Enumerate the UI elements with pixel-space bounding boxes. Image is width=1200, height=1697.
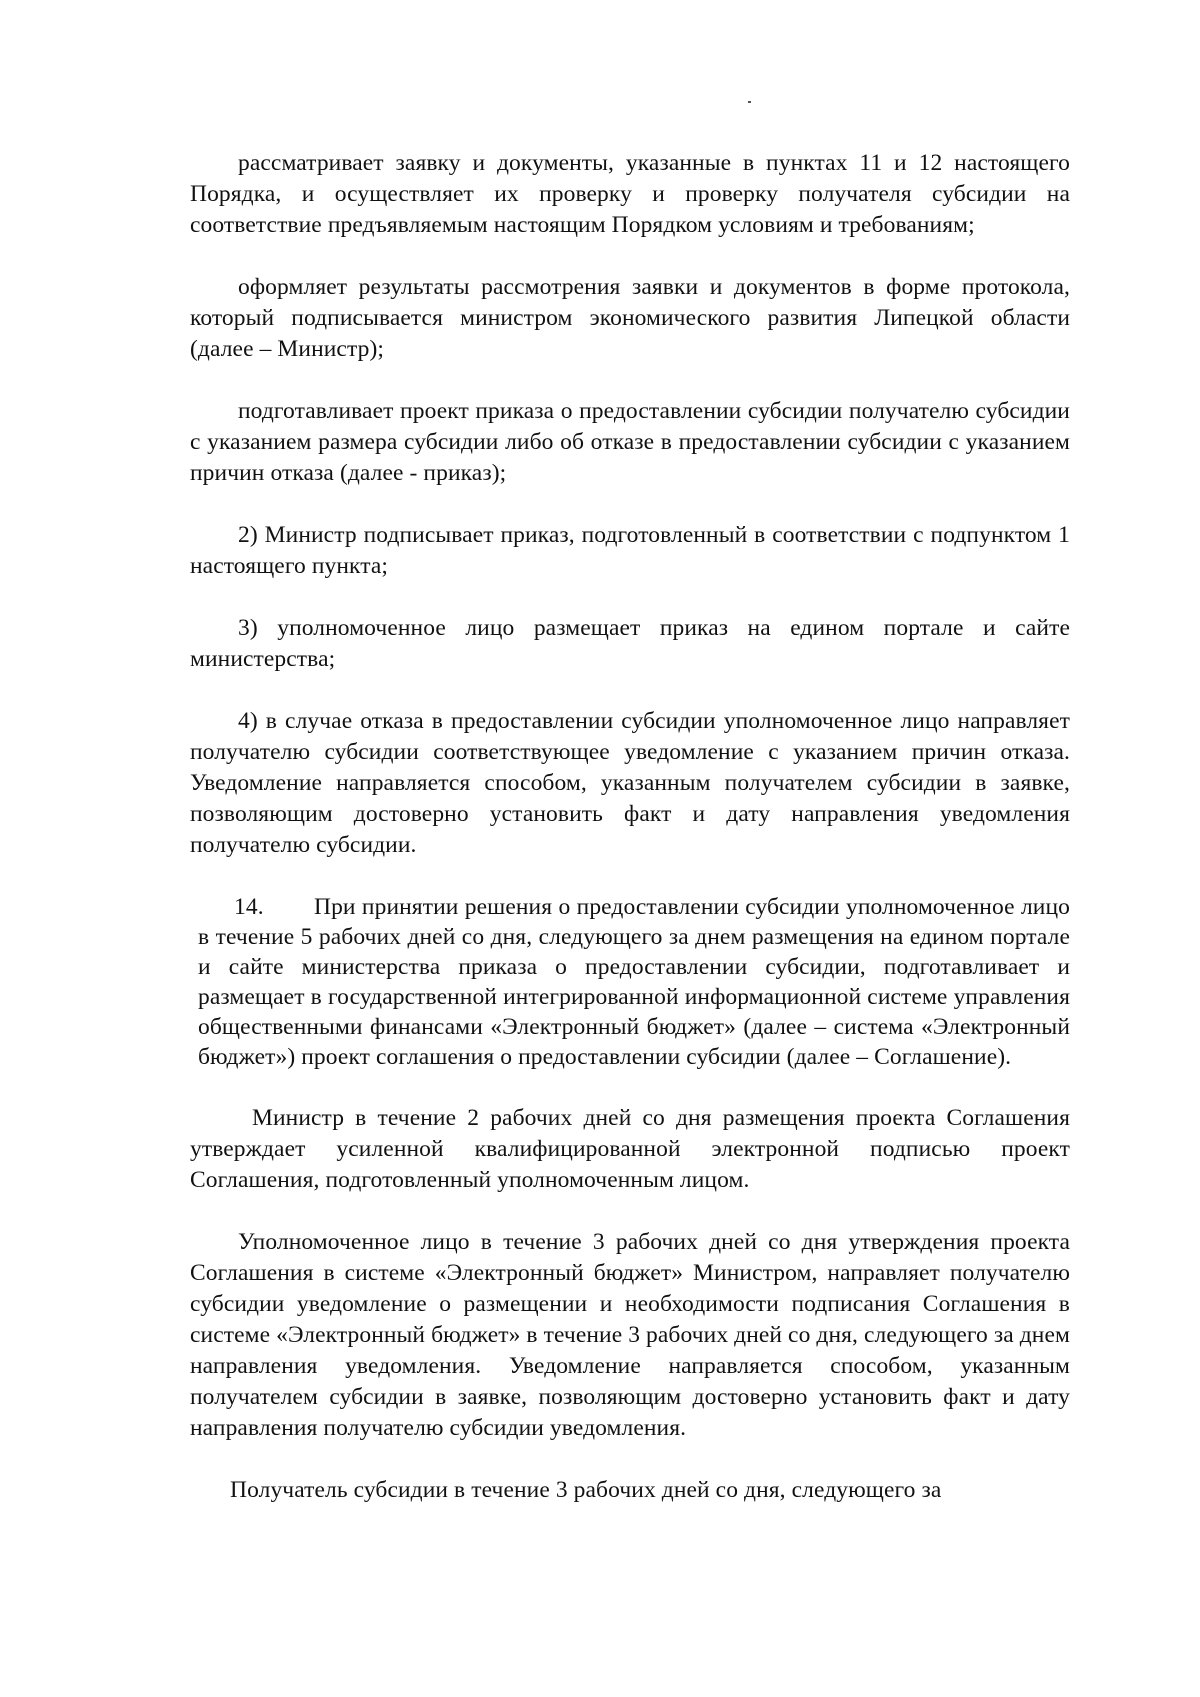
paragraph-14 [198, 892, 1070, 1072]
paragraph-draft-order: подготавливает проект приказа о предоставлении субсидии получателю субсидии с указанием размера субсидии либо об отказе в предоставлении субсидии с указанием причин отказа (далее - приказ); [190, 398, 1070, 486]
paragraph-review-application: рассматривает заявку и документы, указанные в пунктах 11 и 12 настоящего Порядка, и осуществляет их проверку и проверку получателя субсидии на соответствие предъявляемым настоящим Порядком условиям и требованиям; [190, 150, 1070, 238]
paragraph-recipient: Получатель субсидии в течение 3 рабочих дней со дня, следующего за [230, 1477, 942, 1503]
paragraph-item-4: 4) в случае отказа в предоставлении субсидии уполномоченное лицо направляет получателю субсидии соответствующее уведомление с указанием причин отказа. Уведомление направляется способом, указанным получателем субсидии в заявке, позволяющим достоверно установить факт и дату направления уведомления получателю субсидии. [190, 708, 1070, 858]
scan-speck [748, 101, 751, 103]
paragraph-item-3: 3) уполномоченное лицо размещает приказ на едином портале и сайте министерства; [190, 615, 1070, 672]
paragraph-14-number: 14. [234, 894, 264, 920]
document-body [190, 148, 1070, 1506]
paragraph-protocol: оформляет результаты рассмотрения заявки и документов в форме протокола, который подписывается министром экономического развития Липецкой области (далее – Министр); [190, 274, 1070, 362]
paragraph-14-text: При принятии решения о предоставлении субсидии уполномоченное лицо в течение 5 рабочих дней со дня, следующего за днем размещения на едином портале и сайте министерства приказа о предоставлении субсидии, подготавливает и размещает в государственной интегрированной информационной системе управления общественными финансами «Электронный бюджет» (далее – система «Электронный бюджет») проект соглашения о предоставлении субсидии (далее – Соглашение). [198, 894, 1070, 1070]
paragraph-authorized-person: Уполномоченное лицо в течение 3 рабочих дней со дня утверждения проекта Соглашения в системе «Электронный бюджет» Министром, направляет получателю субсидии уведомление о размещении и необходимости подписания Соглашения в системе «Электронный бюджет» в течение 3 рабочих дней со дня, следующего за днем направления уведомления. Уведомление направляется способом, указанным получателем субсидии в заявке, позволяющим достоверно установить факт и дату направления получателю субсидии уведомления. [190, 1229, 1070, 1441]
paragraph-minister-approval: Министр в течение 2 рабочих дней со дня размещения проекта Соглашения утверждает усиленной квалифицированной электронной подписью проект Соглашения, подготовленный уполномоченным лицом. [190, 1105, 1070, 1193]
paragraph-item-2: 2) Министр подписывает приказ, подготовленный в соответствии с подпунктом 1 настоящего пункта; [190, 522, 1070, 579]
